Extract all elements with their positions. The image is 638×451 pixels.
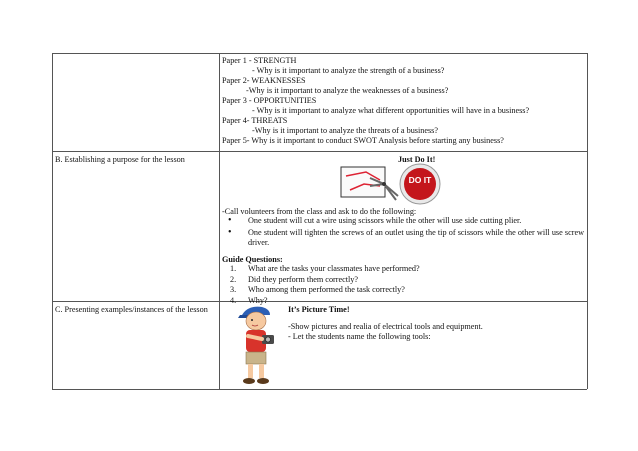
paper-5-line: Paper 5- Why is it important to conduct SWOT Analysis before starting any business? [222,136,504,145]
name-tools-line: - Let the students name the following tools: [288,332,431,341]
show-pictures-line: -Show pictures and realia of electrical tools and equipment. [288,322,483,331]
table-border-left [52,53,53,389]
eye [251,319,253,321]
photographer-boy-illustration [232,303,280,389]
right-leg [259,364,264,378]
paper-1-title: Paper 1 - STRENGTH [222,56,297,65]
table-border-bottom [52,389,587,390]
volunteers-intro: -Call volunteers from the class and ask to do the following: [222,207,417,216]
paper-3-question: - Why is it important to analyze what different opportunities will have in a business? [252,106,530,115]
just-do-it-heading: Just Do It! [398,155,436,164]
head [246,312,266,330]
paper-2-question: -Why is it important to analyze the weaknesses of a business? [246,86,449,95]
task-bullet-text: One student will cut a wire using scissors while the other will use side cutting plier. [248,216,522,225]
shorts [246,352,266,364]
left-leg [248,364,253,378]
guide-question-item: 1. What are the tasks your classmates have performed? [230,264,420,273]
do-it-logo-text: DO IT [408,175,432,185]
paper-1-question: - Why is it important to analyze the strength of a business? [252,66,445,75]
row-label-c: C. Presenting examples/instances of the lesson [55,305,208,314]
guide-questions-list [222,264,420,306]
table-border-top [52,53,587,54]
picture-time-heading: It’s Picture Time! [288,305,350,314]
paper-2-title: Paper 2- WEAKNESSES [222,76,306,85]
task-bullet-text: One student will tighten the screws of an outlet using the tip of scissors while the other will use screw driver. [248,227,584,248]
camera-lens [266,337,271,342]
task-bullet-item [222,216,584,227]
row-divider-1 [52,151,587,152]
right-shoe [257,378,269,384]
column-divider [219,53,220,389]
guide-question-item: 4. Why? [230,295,268,305]
left-shoe [243,378,255,384]
paper-3-title: Paper 3 - OPPORTUNITIES [222,96,317,105]
guide-question-item: 3. Who among them performed the task correctly? [230,285,405,295]
table-border-right [587,53,588,389]
task-bullet-item [222,228,584,249]
guide-questions-title: Guide Questions: [222,255,283,264]
task-bullet-list [222,216,584,249]
row-label-b: B. Establishing a purpose for the lesson [55,155,185,164]
plier-pivot [382,182,386,186]
guide-question-item: 2. Did they perform them correctly? [230,274,359,284]
paper-4-question: -Why is it important to analyze the threats of a business? [252,126,438,135]
paper-4-title: Paper 4- THREATS [222,116,288,125]
